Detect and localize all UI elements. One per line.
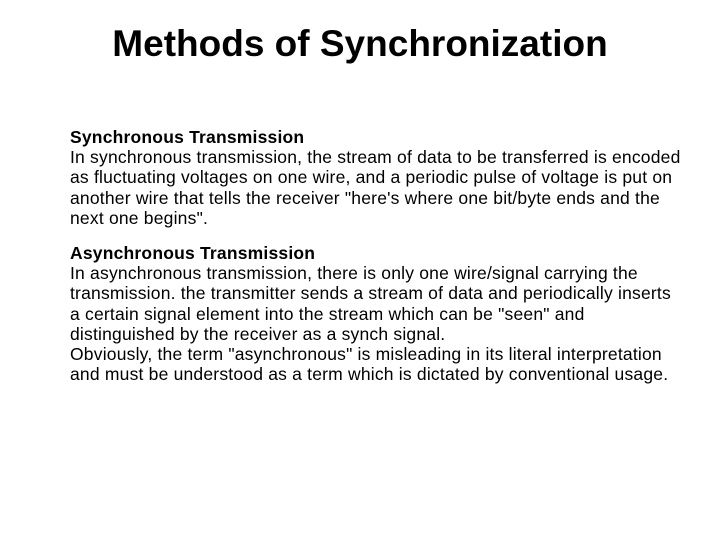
- section-heading: Asynchronous Transmission: [70, 243, 316, 264]
- section-body: In synchronous transmission, the stream of data to be transferred is encoded as fluctuating voltages on one wire, and a periodic pulse of voltage is put on another wire that tells the receiver "here's where one bit/byte ends and the next one begins".: [70, 147, 681, 228]
- section-body-note: Obviously, the term "asynchronous" is misleading in its literal interpretation and must be understood as a term which is dictated by conventional usage.: [70, 344, 669, 385]
- section-heading: Synchronous Transmission: [70, 127, 305, 147]
- slide-content: [70, 127, 682, 384]
- asynchronous-section: [70, 243, 682, 384]
- slide-title: Methods of Synchronization: [112, 23, 608, 64]
- synchronous-section: [70, 127, 682, 228]
- section-body: In asynchronous transmission, there is only one wire/signal carrying the transmission. the transmitter sends a stream of data and periodically inserts a certain signal element into the stream which can be "seen" and distinguished by the receiver as a synch signal.: [70, 263, 671, 344]
